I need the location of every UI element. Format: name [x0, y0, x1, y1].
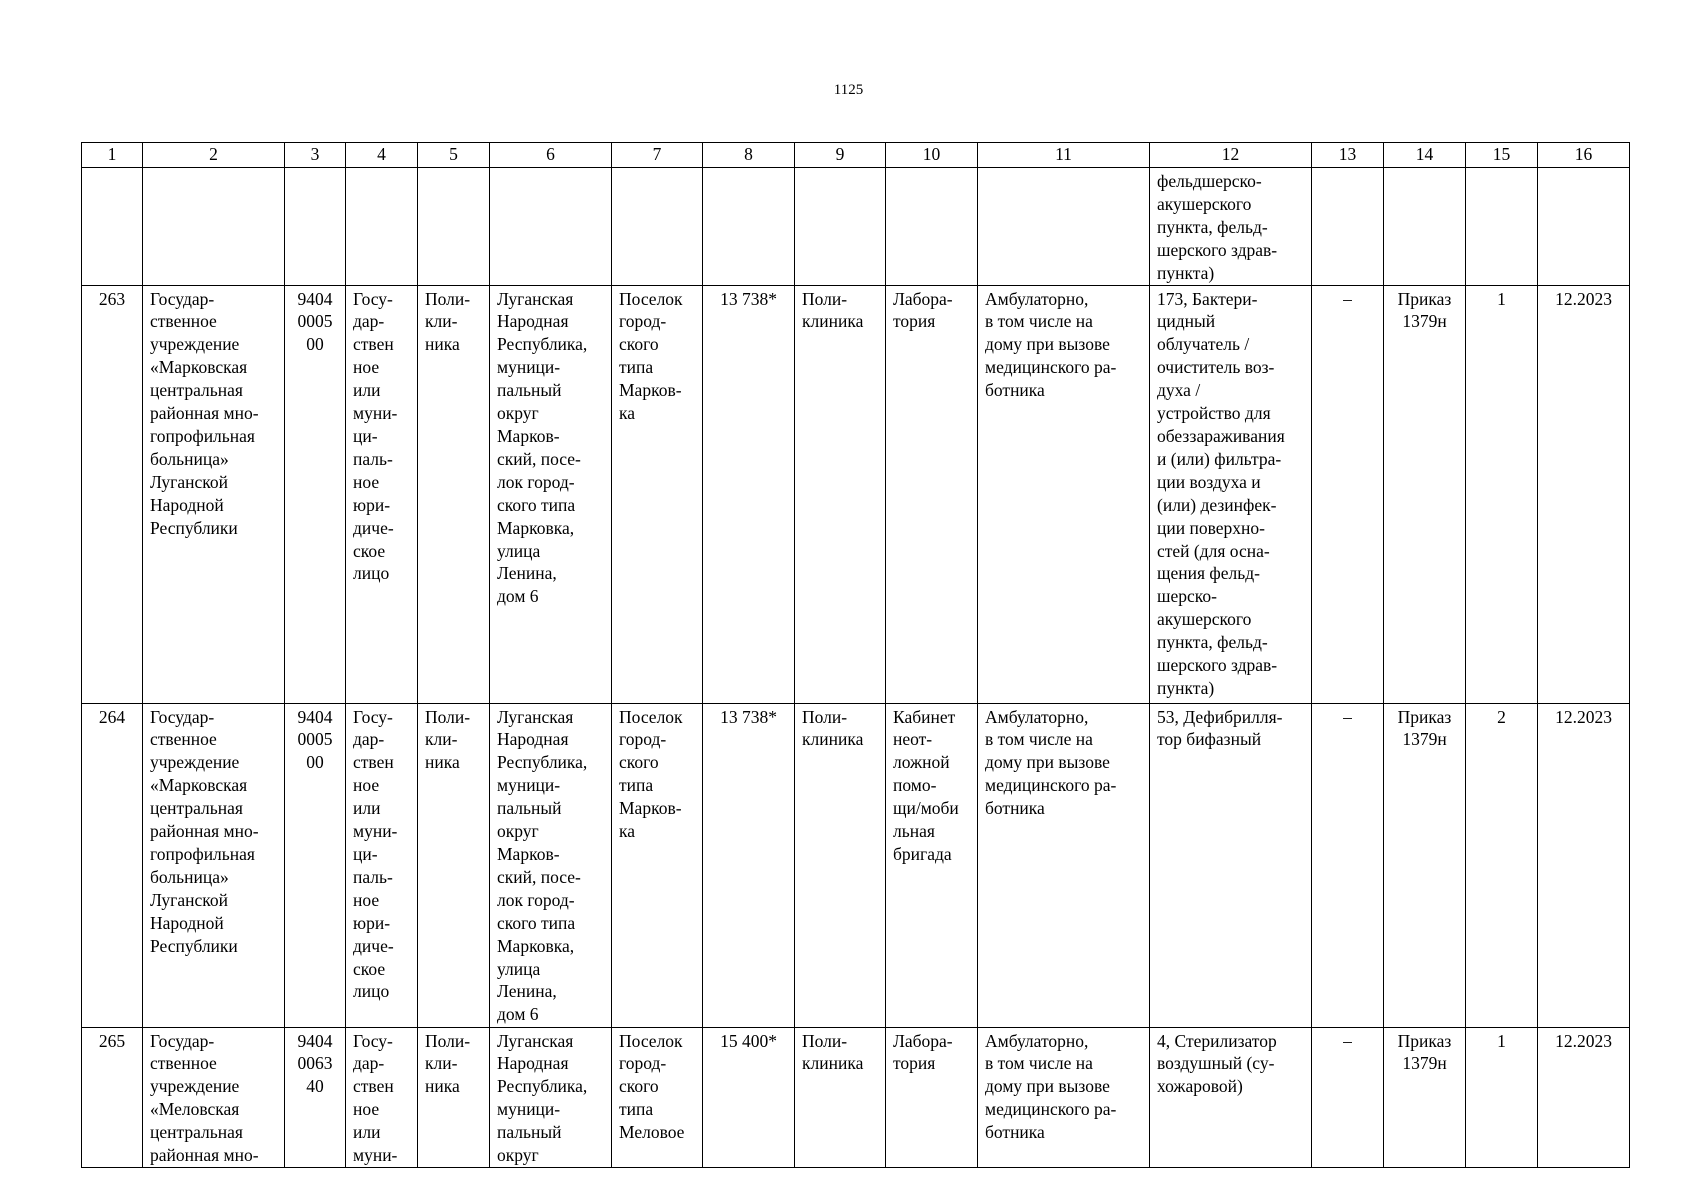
cell-organization: Государ- ственное учреждение «Марковская центральная районная мно- гопрофильная больница» Луганской Народной Республики — [143, 703, 285, 1027]
cell-care-conditions: Амбулаторно, в том числе на дому при вызове медицинского ра- ботника — [978, 703, 1150, 1027]
cell-facility-type: Поли- кли- ника — [418, 1027, 490, 1167]
cell-col13: – — [1312, 285, 1384, 703]
header-col-3: 3 — [285, 143, 346, 168]
header-col-8: 8 — [703, 143, 795, 168]
cell-col13: – — [1312, 703, 1384, 1027]
header-col-13: 13 — [1312, 143, 1384, 168]
cell-population: 13 738* — [703, 285, 795, 703]
page-number: 1125 — [833, 82, 864, 98]
cell-quantity: 2 — [1466, 703, 1538, 1027]
cell-care-conditions: Амбулаторно, в том числе на дому при вызове медицинского ра- ботника — [978, 285, 1150, 703]
header-col-1: 1 — [82, 143, 143, 168]
header-col-6: 6 — [490, 143, 612, 168]
cell-facility-type: Поли- кли- ника — [418, 285, 490, 703]
cell-organization: Государ- ственное учреждение «Марковская центральная районная мно- гопрофильная больница» Луганской Народной Республики — [143, 285, 285, 703]
cell-unit: Поли- клиника — [795, 703, 886, 1027]
cell-department: Лабора- тория — [886, 1027, 978, 1167]
cell-population: 15 400* — [703, 1027, 795, 1167]
cell-department: Лабора- тория — [886, 285, 978, 703]
header-col-16: 16 — [1538, 143, 1630, 168]
cell-empty — [82, 168, 143, 286]
cell-empty — [1384, 168, 1466, 286]
cell-empty — [1538, 168, 1630, 286]
cell-equipment: 53, Дефибрилля- тор бифазный — [1150, 703, 1312, 1027]
header-col-7: 7 — [612, 143, 703, 168]
cell-empty — [1466, 168, 1538, 286]
cell-date: 12.2023 — [1538, 285, 1630, 703]
cell-equipment: 173, Бактери- цидный облучатель / очиститель воз- духа / устройство для обеззараживания и (или) фильтра- ции воздуха и (или) дезинфек- ции поверхно- стей (для осна- щения фельд- шерско- акушерского пункта, фельд- шерского здрав- пункта) — [1150, 285, 1312, 703]
cell-equipment-continuation: фельдшерско- акушерского пункта, фельд- шерского здрав- пункта) — [1150, 168, 1312, 286]
header-col-9: 9 — [795, 143, 886, 168]
cell-row-number: 265 — [82, 1027, 143, 1167]
cell-empty — [795, 168, 886, 286]
cell-empty — [703, 168, 795, 286]
cell-code: 9404 0063 40 — [285, 1027, 346, 1167]
cell-empty — [346, 168, 418, 286]
header-col-11: 11 — [978, 143, 1150, 168]
cell-row-number: 263 — [82, 285, 143, 703]
cell-organization: Государ- ственное учреждение «Меловская центральная районная мно- — [143, 1027, 285, 1167]
cell-locality: Поселок город- ского типа Меловое — [612, 1027, 703, 1167]
cell-date: 12.2023 — [1538, 1027, 1630, 1167]
cell-order: Приказ 1379н — [1384, 1027, 1466, 1167]
table-row-continuation — [82, 168, 1630, 286]
cell-locality: Поселок город- ского типа Марков- ка — [612, 703, 703, 1027]
cell-quantity: 1 — [1466, 285, 1538, 703]
cell-population: 13 738* — [703, 703, 795, 1027]
cell-department: Кабинет неот- ложной помо- щи/моби льная бригада — [886, 703, 978, 1027]
cell-legal-form: Госу- дар- ствен ное или муни- ци- паль- ное юри- диче- ское лицо — [346, 285, 418, 703]
cell-unit: Поли- клиника — [795, 1027, 886, 1167]
cell-care-conditions: Амбулаторно, в том числе на дому при вызове медицинского ра- ботника — [978, 1027, 1150, 1167]
header-row — [82, 143, 1630, 168]
table-row — [82, 1027, 1630, 1167]
cell-facility-type: Поли- кли- ника — [418, 703, 490, 1027]
table-row — [82, 703, 1630, 1027]
cell-locality: Поселок город- ского типа Марков- ка — [612, 285, 703, 703]
cell-empty — [1312, 168, 1384, 286]
cell-row-number: 264 — [82, 703, 143, 1027]
cell-address: Луганская Народная Республика, муници- пальный округ Марков- ский, посе- лок город- ского типа Марковка, улица Ленина, дом 6 — [490, 703, 612, 1027]
cell-legal-form: Госу- дар- ствен ное или муни- ци- паль- ное юри- диче- ское лицо — [346, 703, 418, 1027]
cell-order: Приказ 1379н — [1384, 703, 1466, 1027]
cell-code: 9404 0005 00 — [285, 285, 346, 703]
header-col-2: 2 — [143, 143, 285, 168]
cell-address: Луганская Народная Республика, муници- пальный округ — [490, 1027, 612, 1167]
cell-empty — [612, 168, 703, 286]
cell-date: 12.2023 — [1538, 703, 1630, 1027]
header-col-5: 5 — [418, 143, 490, 168]
cell-code: 9404 0005 00 — [285, 703, 346, 1027]
cell-equipment: 4, Стерилизатор воздушный (су- хожаровой) — [1150, 1027, 1312, 1167]
cell-quantity: 1 — [1466, 1027, 1538, 1167]
cell-empty — [886, 168, 978, 286]
cell-address: Луганская Народная Республика, муници- пальный округ Марков- ский, посе- лок город- ского типа Марковка, улица Ленина, дом 6 — [490, 285, 612, 703]
cell-empty — [285, 168, 346, 286]
header-col-15: 15 — [1466, 143, 1538, 168]
header-col-4: 4 — [346, 143, 418, 168]
cell-empty — [143, 168, 285, 286]
header-col-12: 12 — [1150, 143, 1312, 168]
cell-unit: Поли- клиника — [795, 285, 886, 703]
cell-legal-form: Госу- дар- ствен ное или муни- — [346, 1027, 418, 1167]
cell-empty — [418, 168, 490, 286]
data-table — [81, 142, 1630, 1168]
cell-order: Приказ 1379н — [1384, 285, 1466, 703]
header-col-14: 14 — [1384, 143, 1466, 168]
cell-col13: – — [1312, 1027, 1384, 1167]
header-col-10: 10 — [886, 143, 978, 168]
cell-empty — [490, 168, 612, 286]
table-row — [82, 285, 1630, 703]
cell-empty — [978, 168, 1150, 286]
